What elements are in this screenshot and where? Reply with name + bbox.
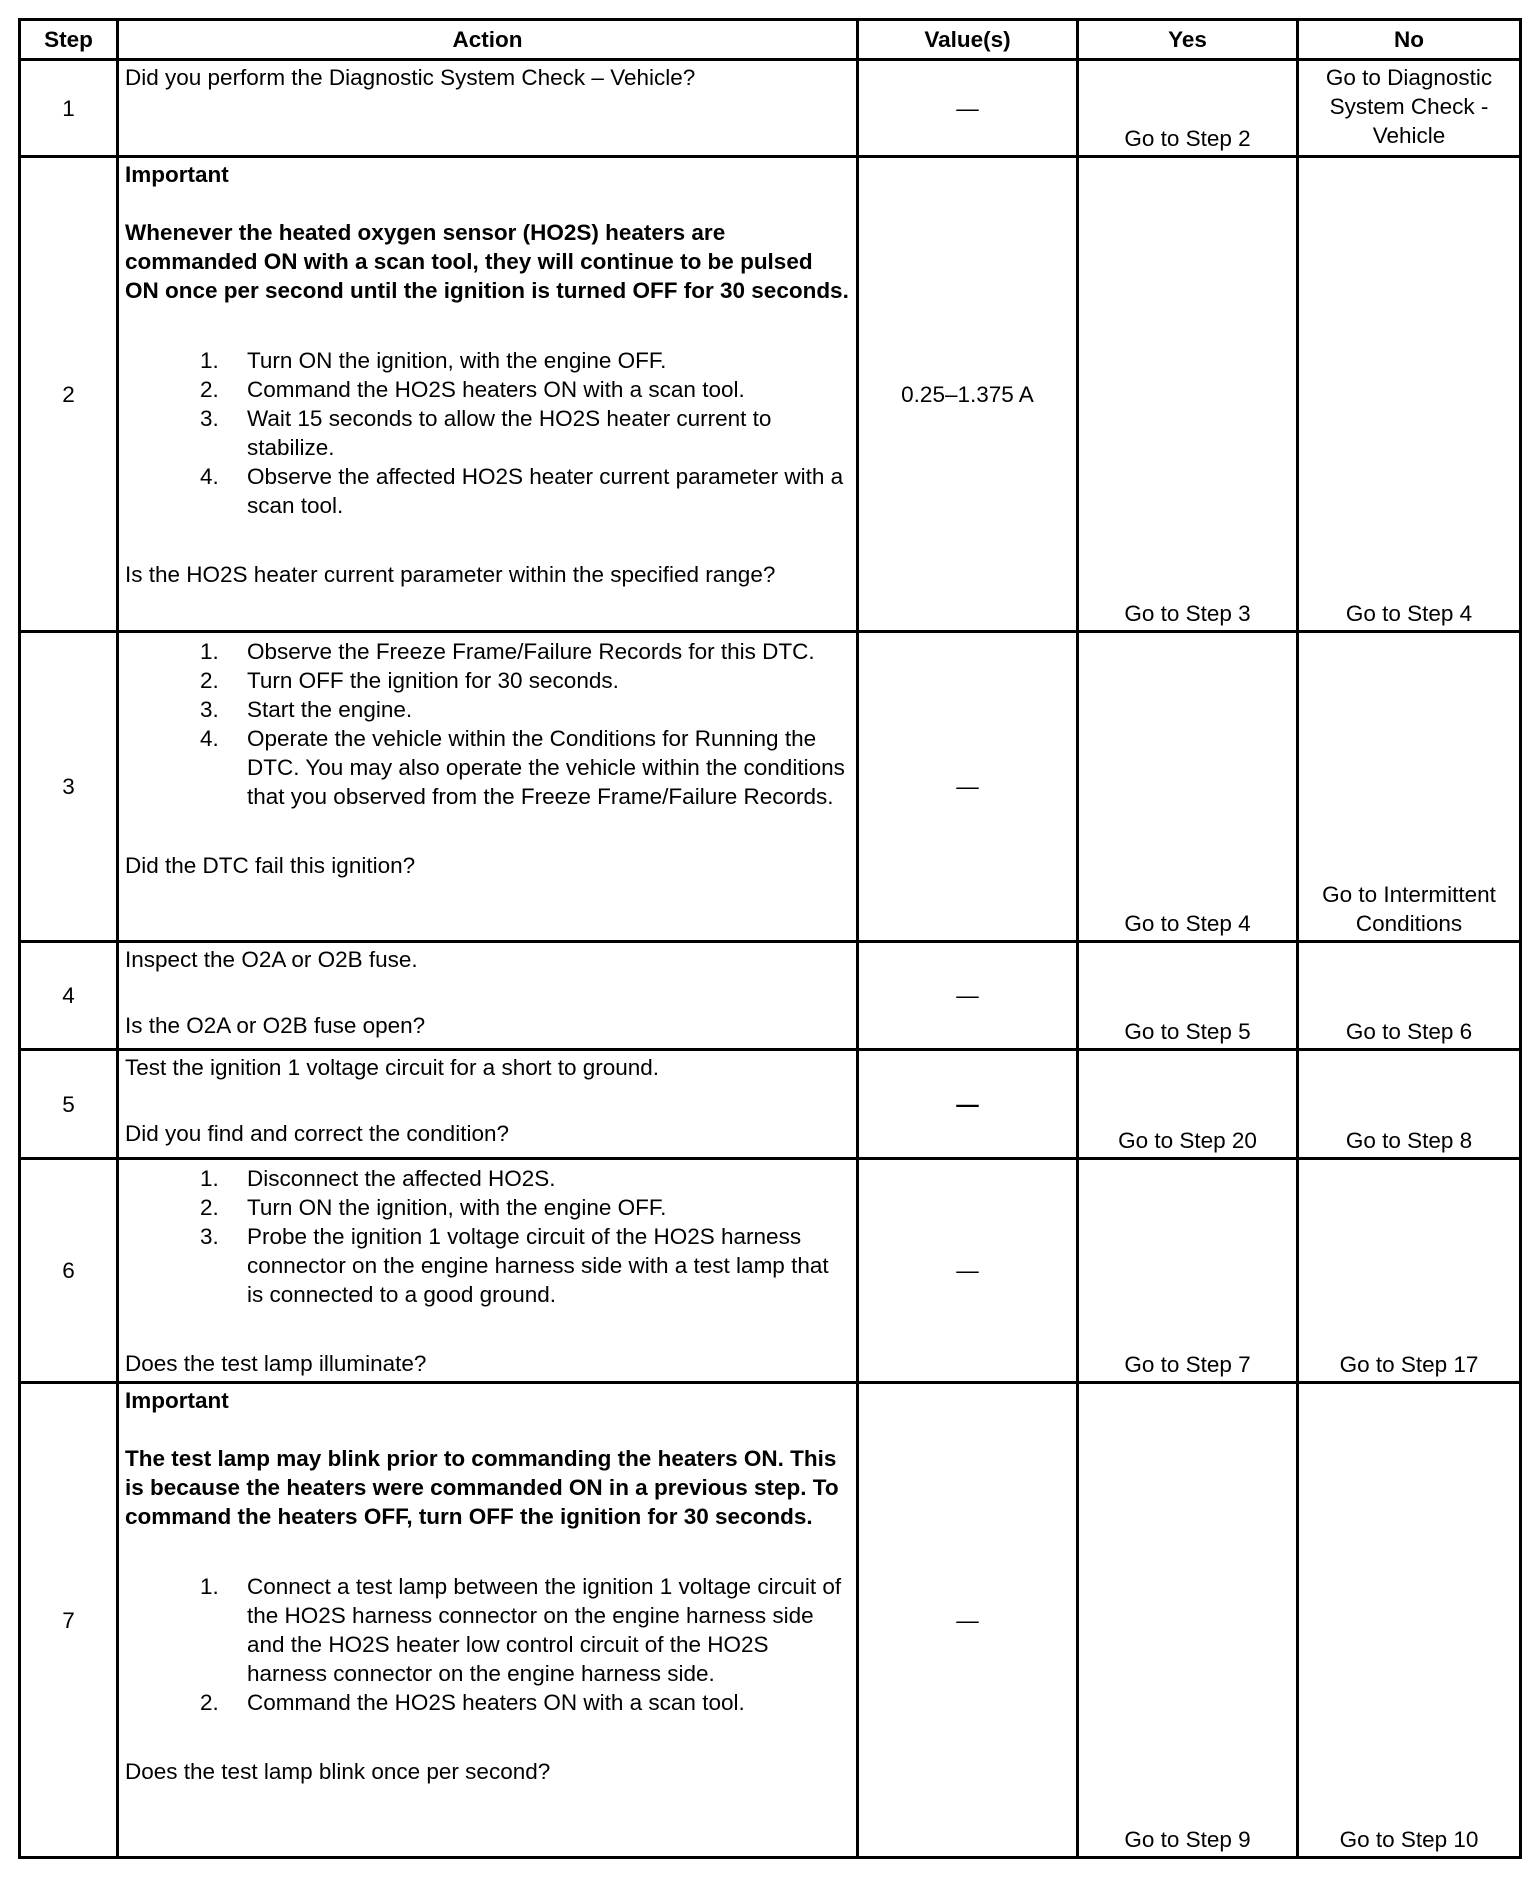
action-cell <box>118 157 858 632</box>
step-number: 1 <box>20 60 118 157</box>
table-row <box>20 1383 1521 1858</box>
value-cell: — <box>858 1383 1078 1858</box>
question-text: Is the HO2S heater current parameter within the specified range? <box>125 562 776 587</box>
question-text: Did you find and correct the condition? <box>125 1121 509 1146</box>
question-text: Did the DTC fail this ignition? <box>125 853 416 878</box>
list-item: 2. Command the HO2S heaters ON with a scan tool. <box>225 375 850 404</box>
important-title: Important <box>125 162 229 187</box>
list-item: 4. Operate the vehicle within the Conditions for Running the DTC. You may also operate the vehicle within the conditions that you observed from the Freeze Frame/Failure Records. <box>225 724 850 811</box>
header-yes: Yes <box>1078 20 1298 60</box>
table-row <box>20 1050 1521 1159</box>
value-cell: — <box>858 632 1078 942</box>
list-item: 3. Probe the ignition 1 voltage circuit of the HO2S harness connector on the engine harness side with a test lamp that is connected to a good ground. <box>225 1222 850 1309</box>
action-cell <box>118 1050 858 1159</box>
table-row <box>20 942 1521 1050</box>
list-item: 2. Command the HO2S heaters ON with a scan tool. <box>225 1688 850 1717</box>
value-cell: 0.25–1.375 A <box>858 157 1078 632</box>
list-item: 2. Turn ON the ignition, with the engine OFF. <box>225 1193 850 1222</box>
spacer <box>125 1717 850 1757</box>
value-cell: — <box>858 1050 1078 1159</box>
instruction-list <box>125 637 850 811</box>
step-number: 3 <box>20 632 118 942</box>
spacer <box>125 1531 850 1560</box>
action-cell <box>118 942 858 1050</box>
spacer <box>125 811 850 851</box>
header-action: Action <box>118 20 858 60</box>
no-link-text: Go to Diagnostic System Check - Vehicle <box>1325 65 1493 148</box>
no-cell: Go to Step 4 <box>1298 157 1521 632</box>
list-item: 1. Observe the Freeze Frame/Failure Records for this DTC. <box>225 637 850 666</box>
list-item: 3. Start the engine. <box>225 695 850 724</box>
list-item: 3. Wait 15 seconds to allow the HO2S heater current to stabilize. <box>225 404 850 462</box>
diagnostic-table-container <box>18 18 1519 1859</box>
no-cell <box>1298 60 1521 157</box>
header-step: Step <box>20 20 118 60</box>
table-row <box>20 60 1521 157</box>
step-number: 4 <box>20 942 118 1050</box>
instruction-list <box>125 346 850 520</box>
question-text: Did you perform the Diagnostic System Check – Vehicle? <box>125 65 696 90</box>
value-cell: — <box>858 60 1078 157</box>
question-text: Does the test lamp illuminate? <box>125 1351 427 1376</box>
table-row <box>20 1159 1521 1383</box>
spacer <box>125 974 850 1011</box>
header-no: No <box>1298 20 1521 60</box>
step-number: 2 <box>20 157 118 632</box>
step-number: 6 <box>20 1159 118 1383</box>
no-cell: Go to Step 17 <box>1298 1159 1521 1383</box>
important-text: The test lamp may blink prior to commanding the heaters ON. This is because the heaters were commanded ON in a previous step. To command the heaters OFF, turn OFF the ignition for 30 seconds. <box>125 1446 839 1529</box>
value-cell: — <box>858 942 1078 1050</box>
action-cell <box>118 1159 858 1383</box>
instruction-list <box>125 1572 850 1717</box>
list-item: 2. Turn OFF the ignition for 30 seconds. <box>225 666 850 695</box>
table-row <box>20 157 1521 632</box>
header-values: Value(s) <box>858 20 1078 60</box>
important-title: Important <box>125 1388 229 1413</box>
no-cell: Go to Intermittent Conditions <box>1298 632 1521 942</box>
question-text: Does the test lamp blink once per second? <box>125 1759 551 1784</box>
yes-cell: Go to Step 5 <box>1078 942 1298 1050</box>
no-cell: Go to Step 6 <box>1298 942 1521 1050</box>
diagnostic-table <box>18 18 1522 1859</box>
value-cell: — <box>858 1159 1078 1383</box>
spacer <box>125 520 850 560</box>
list-item: 1. Disconnect the affected HO2S. <box>225 1164 850 1193</box>
action-cell <box>118 632 858 942</box>
list-item: 1. Connect a test lamp between the ignition 1 voltage circuit of the HO2S harness connector on the engine harness side and the HO2S heater low control circuit of the HO2S harness connector on the engine harness side. <box>225 1572 850 1688</box>
header-row <box>20 20 1521 60</box>
yes-cell: Go to Step 9 <box>1078 1383 1298 1858</box>
yes-cell: Go to Step 3 <box>1078 157 1298 632</box>
spacer <box>125 305 850 334</box>
yes-cell: Go to Step 20 <box>1078 1050 1298 1159</box>
spacer <box>125 1309 850 1349</box>
list-item: 4. Observe the affected HO2S heater current parameter with a scan tool. <box>225 462 850 520</box>
table-row <box>20 632 1521 942</box>
question-text: Is the O2A or O2B fuse open? <box>125 1013 426 1038</box>
spacer <box>125 1082 850 1119</box>
instruction-list <box>125 1164 850 1309</box>
important-text: Whenever the heated oxygen sensor (HO2S) heaters are commanded ON with a scan tool, they will continue to be pulsed ON once per second until the ignition is turned OFF for 30 seconds. <box>125 220 849 303</box>
instruction-text: Inspect the O2A or O2B fuse. <box>125 947 418 972</box>
yes-cell: Go to Step 7 <box>1078 1159 1298 1383</box>
yes-cell: Go to Step 2 <box>1078 60 1298 157</box>
action-cell <box>118 60 858 157</box>
action-cell <box>118 1383 858 1858</box>
no-cell: Go to Step 8 <box>1298 1050 1521 1159</box>
yes-cell: Go to Step 4 <box>1078 632 1298 942</box>
step-number: 7 <box>20 1383 118 1858</box>
step-number: 5 <box>20 1050 118 1159</box>
instruction-text: Test the ignition 1 voltage circuit for a short to ground. <box>125 1055 660 1080</box>
no-cell: Go to Step 10 <box>1298 1383 1521 1858</box>
list-item: 1. Turn ON the ignition, with the engine OFF. <box>225 346 850 375</box>
